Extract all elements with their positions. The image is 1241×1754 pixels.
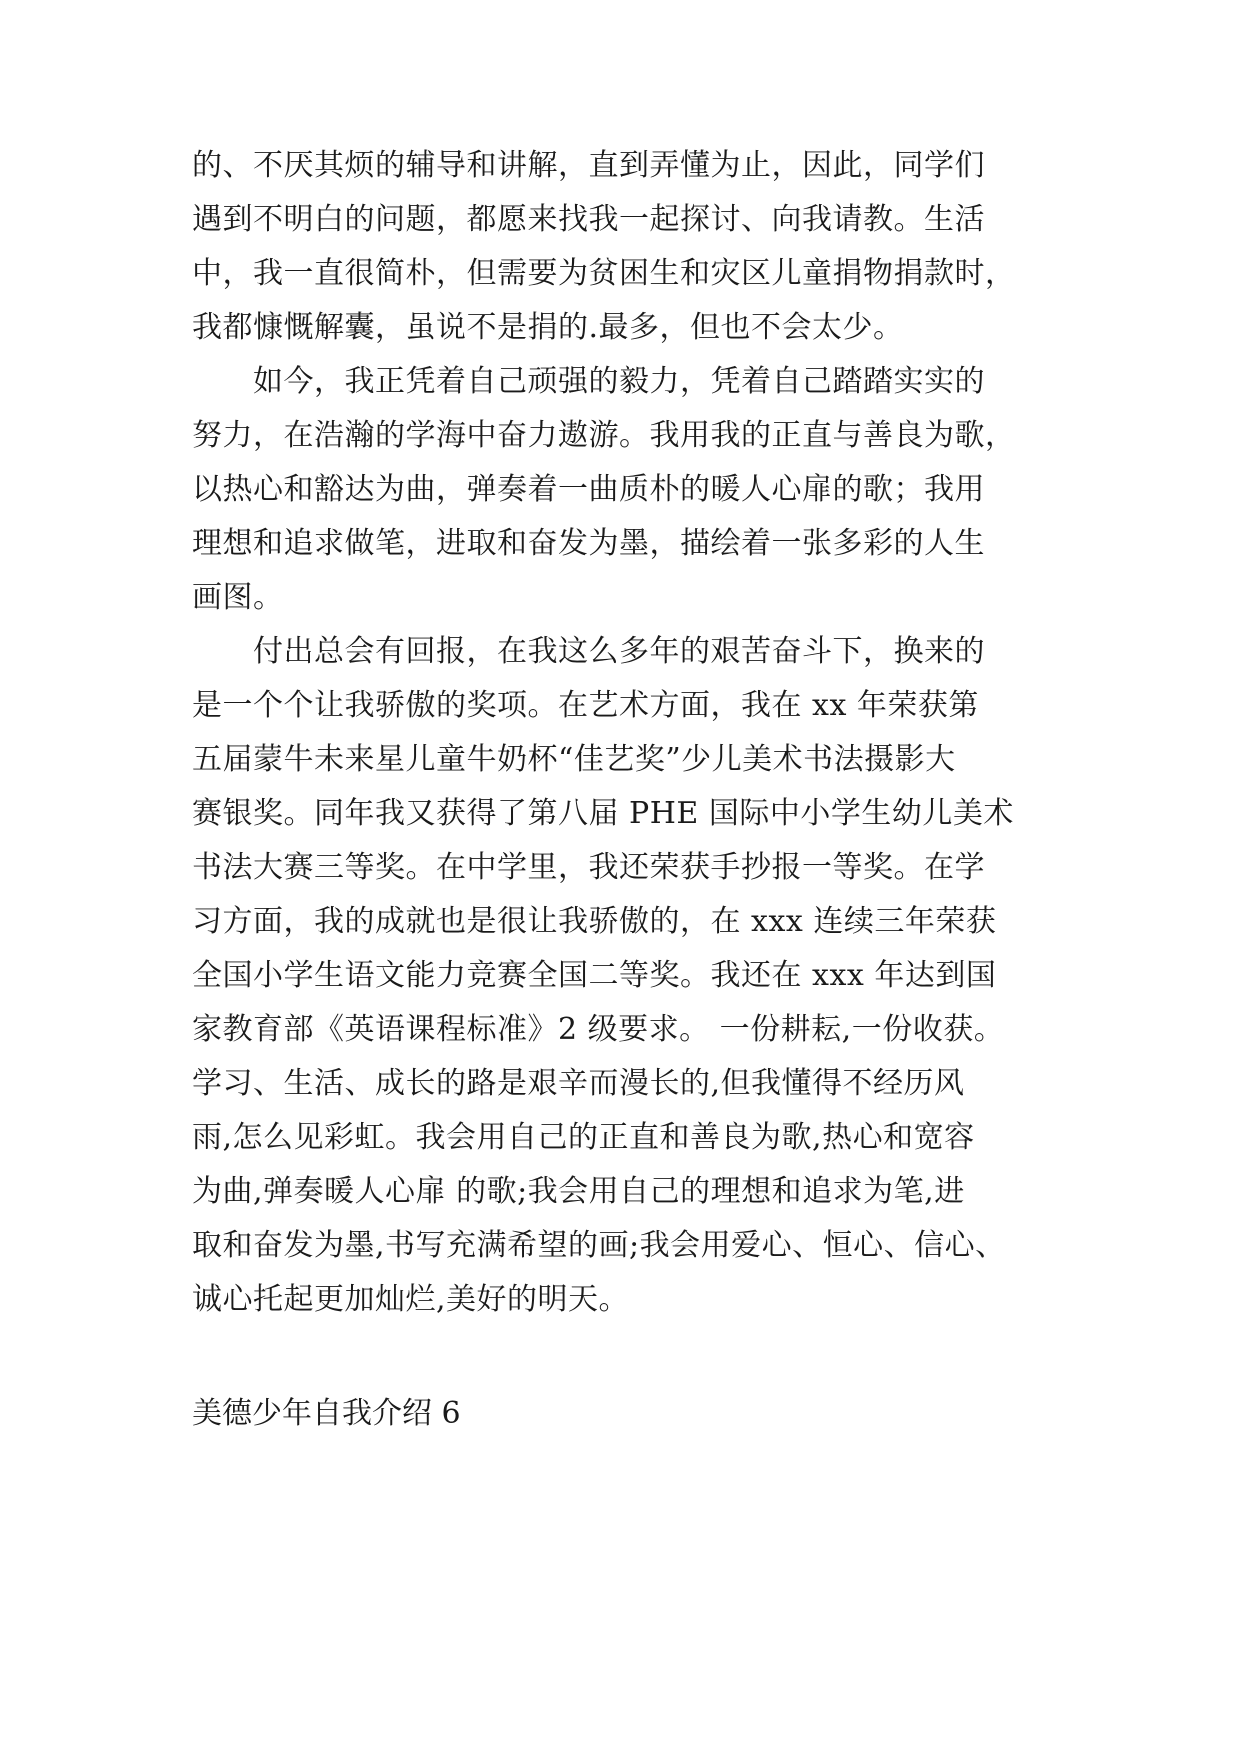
paragraph-line: 付出总会有回报，在我这么多年的艰苦奋斗下，换来的: [192, 634, 985, 669]
paragraph-line: 学习、生活、成长的路是艰辛而漫长的,但我懂得不经历风: [192, 1066, 965, 1101]
paragraph-line: 如今，我正凭着自己顽强的毅力，凭着自己踏踏实实的: [192, 364, 985, 399]
paragraph-line: 诚心托起更加灿烂,美好的明天。: [192, 1282, 630, 1317]
paragraph-line: 全国小学生语文能力竞赛全国二等奖。我还在 xxx 年达到国: [192, 958, 997, 993]
paragraph-line: 家教育部《英语课程标准》2 级要求。 一份耕耘,一份收获。: [192, 1012, 1005, 1047]
paragraph-line: 赛银奖。同年我又获得了第八届 PHE 国际中小学生幼儿美术: [192, 796, 1014, 831]
paragraph-line: 雨,怎么见彩虹。我会用自己的正直和善良为歌,热心和宽容: [192, 1120, 975, 1155]
paragraph-line: 为曲,弹奏暖人心扉 的歌;我会用自己的理想和追求为笔,进: [192, 1174, 965, 1209]
paragraph-line: 遇到不明白的问题，都愿来找我一起探讨、向我请教。生活: [192, 202, 985, 237]
paragraph-line: 画图。: [192, 580, 284, 615]
paragraph-line: 习方面，我的成就也是很让我骄傲的，在 xxx 连续三年荣获: [192, 904, 997, 939]
paragraph-line: 中，我一直很简朴，但需要为贫困生和灾区儿童捐物捐款时，: [192, 256, 1016, 291]
paragraph-line: 理想和追求做笔，进取和奋发为墨，描绘着一张多彩的人生: [192, 526, 985, 561]
paragraph-line: 的、不厌其烦的辅导和讲解，直到弄懂为止，因此，同学们: [192, 148, 985, 183]
paragraph-line: 是一个个让我骄傲的奖项。在艺术方面，我在 xx 年荣获第: [192, 688, 979, 723]
paragraph-line: 我都慷慨解囊，虽说不是捐的.最多，但也不会太少。: [192, 310, 904, 345]
paragraph-line: 五届蒙牛未来星儿童牛奶杯“佳艺奖”少儿美术书法摄影大: [192, 742, 956, 777]
section-heading: 美德少年自我介绍 6: [192, 1396, 461, 1431]
paragraph-line: 取和奋发为墨,书写充满希望的画;我会用爱心、恒心、信心、: [192, 1228, 1006, 1263]
paragraph-line: 以热心和豁达为曲，弹奏着一曲质朴的暖人心扉的歌；我用: [192, 472, 985, 507]
paragraph-line: 书法大赛三等奖。在中学里，我还荣获手抄报一等奖。在学: [192, 850, 985, 885]
paragraph-line: 努力，在浩瀚的学海中奋力遨游。我用我的正直与善良为歌，: [192, 418, 1016, 453]
